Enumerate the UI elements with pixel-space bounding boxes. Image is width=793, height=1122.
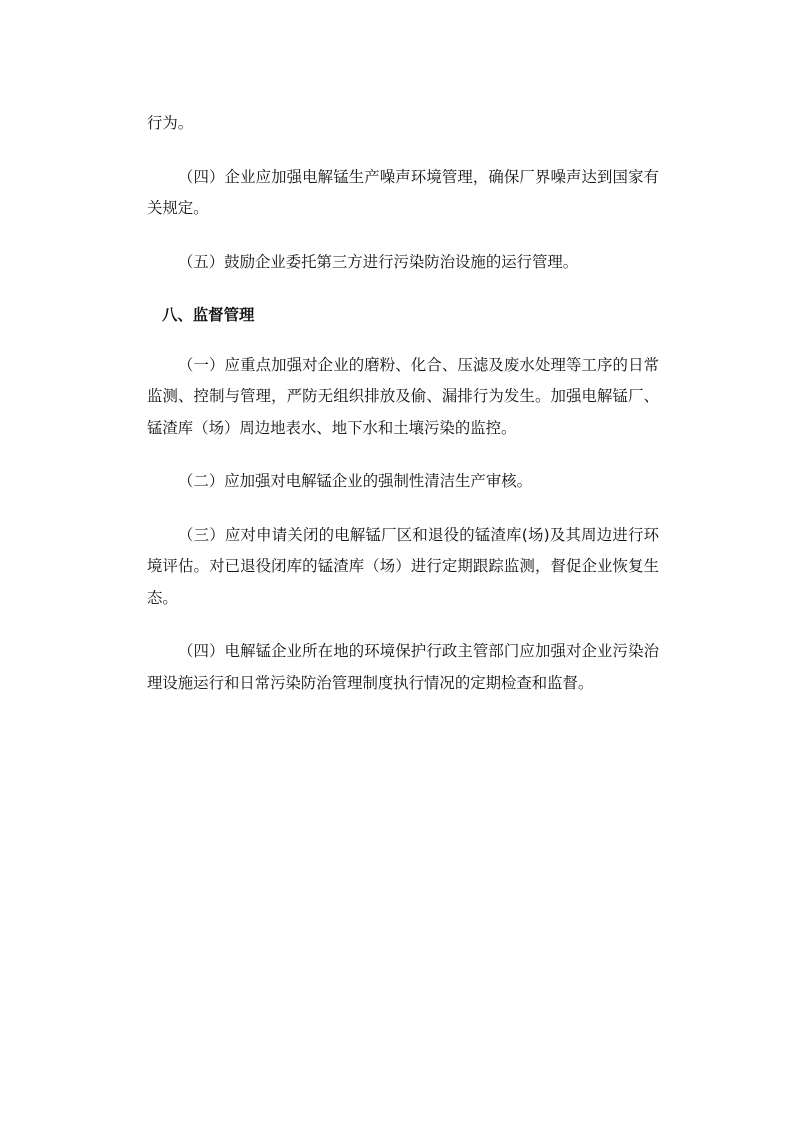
paragraph-continuation: 行为。 [147, 114, 194, 132]
paragraph: （四）电解锰企业所在地的环境保护行政主管部门应加强对企业污染治理设施运行和日常污染防治管理制度执行情况的定期检查和监督。 [147, 642, 659, 692]
paragraph: （二）应加强对电解锰企业的强制性清洁生产审核。 [178, 472, 532, 490]
paragraph: （四）企业应加强电解锰生产噪声环境管理，确保厂界噪声达到国家有关规定。 [147, 167, 659, 217]
document-page [147, 108, 659, 721]
paragraph: （五）鼓励企业委托第三方进行污染防治设施的运行管理。 [178, 252, 579, 271]
paragraph: （一）应重点加强对企业的磨粉、化合、压滤及废水处理等工序的日常监测、控制与管理，严防无组织排放及偷、漏排行为发生。加强电解锰厂、锰渣库（场）周边地表水、地下水和土壤污染的监控。 [147, 355, 659, 437]
section-heading: 八、监督管理 [162, 306, 255, 324]
paragraph: （三）应对申请关闭的电解锰厂区和退役的锰渣库(场)及其周边进行环境评估。对已退役闭库的锰渣库（场）进行定期跟踪监测，督促企业恢复生态。 [147, 525, 659, 607]
